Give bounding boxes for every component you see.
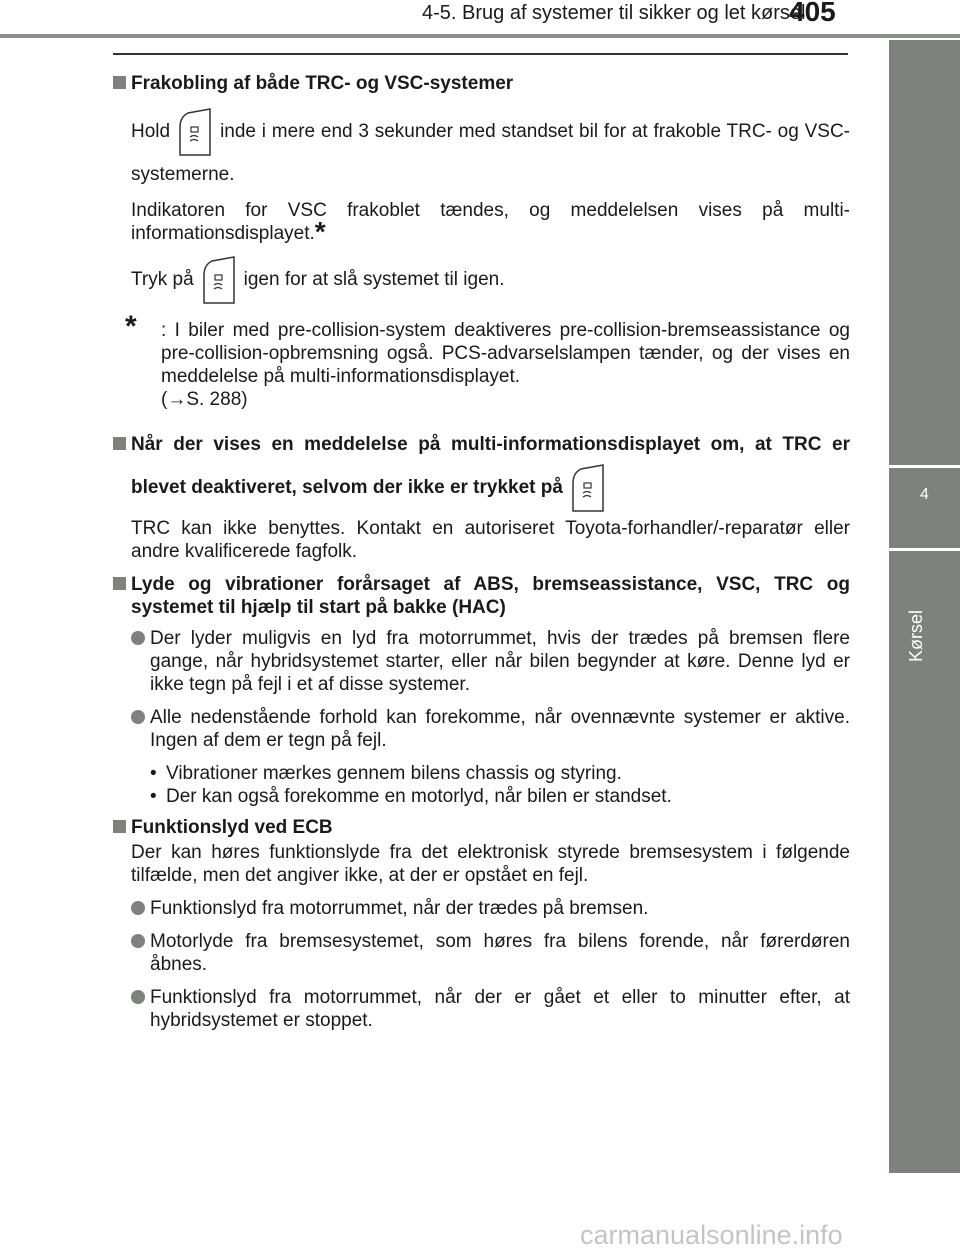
bullet-icon bbox=[131, 901, 145, 915]
side-tab-chapter-box bbox=[889, 468, 960, 548]
paragraph: TRC kan ikke benyttes. Kontakt en autoriseret Toyota-forhandler/-reparatør eller andre kvalificerede fagfolk. bbox=[131, 518, 850, 562]
sub-list-item: • Der kan også forekomme en motorlyd, når bilen er standset. bbox=[150, 786, 672, 807]
section-heading-1: Frakobling af både TRC- og VSC-systemer bbox=[113, 72, 850, 95]
page-content bbox=[113, 64, 850, 1032]
page-number: 405 bbox=[789, 0, 836, 27]
paragraph: Hold inde i mere end 3 sekunder med standset bil for at frakoble TRC- og VSC-systemerne. bbox=[131, 107, 850, 193]
list-item: Der lyder muligvis en lyd fra motorrummet, hvis der trædes på bremsen flere gange, når hybridsystemet starter, eller når bilen begynder at køre. Denne lyd er ikke tegn på fejl i et af disse systemer. bbox=[131, 627, 850, 696]
content-top-divider bbox=[113, 53, 848, 55]
watermark: carmanualsonline.info bbox=[580, 1220, 843, 1250]
section-heading-2: Når der vises en meddelelse på multi-informationsdisplayet om, at TRC er blevet deaktiveret, selvom der ikke er trykket på bbox=[113, 427, 850, 513]
section-marker-icon bbox=[113, 820, 126, 833]
section-heading-3: Lyde og vibrationer forårsaget af ABS, bremseassistance, VSC, TRC og systemet til hjælp til start på bakke (HAC) bbox=[113, 573, 850, 619]
bullet-icon bbox=[131, 990, 145, 1004]
chapter-number: 4 bbox=[920, 486, 929, 503]
bullet-icon bbox=[131, 934, 145, 948]
side-tab-upper bbox=[889, 40, 960, 465]
list-item: Funktionslyd fra motorrummet, når der trædes på bremsen. bbox=[131, 897, 850, 920]
section-heading-4: Funktionslyd ved ECB bbox=[113, 816, 850, 839]
bullet-icon bbox=[131, 710, 145, 724]
paragraph: Der kan høres funktionslyde fra det elektronisk styrede bremsesystem i følgende tilfælde, men det angiver ikke, at der er opstået en fejl. bbox=[131, 842, 850, 886]
footnote: * : I biler med pre-collision-system deaktiveres pre-collision-bremseassistance og pre-collision-opbremsning også. PCS-advarselslampen tænder, og der vises en meddelelse på multi-informationsdisplayet. (→S. 288) bbox=[125, 310, 850, 410]
sub-list-item: • Vibrationer mærkes gennem bilens chassis og styring. bbox=[150, 763, 622, 784]
section-marker-icon bbox=[113, 437, 126, 450]
paragraph: Indikatoren for VSC frakoblet tændes, og meddelelsen vises på multi-informationsdisplayet.* bbox=[131, 200, 850, 247]
header-divider bbox=[0, 34, 960, 38]
vsc-off-button-icon bbox=[200, 255, 238, 305]
section-marker-icon bbox=[113, 76, 126, 89]
vsc-off-button-icon bbox=[569, 463, 607, 513]
section-header-title: 4-5. Brug af systemer til sikker og let kørsel bbox=[422, 2, 806, 24]
section-marker-icon bbox=[113, 577, 126, 590]
list-item: Funktionslyd fra motorrummet, når der er gået et eller to minutter efter, at hybridsystemet er stoppet. bbox=[131, 986, 850, 1032]
chapter-name: Kørsel bbox=[906, 610, 926, 663]
list-item: Motorlyde fra bremsesystemet, som høres fra bilens forende, når førerdøren åbnes. bbox=[131, 930, 850, 976]
paragraph: Tryk på igen for at slå systemet til igen. bbox=[131, 255, 850, 305]
vsc-off-button-icon bbox=[176, 107, 214, 157]
bullet-icon bbox=[131, 631, 145, 645]
list-item: Alle nedenstående forhold kan forekomme, når ovennævnte systemer er aktive. Ingen af dem er tegn på fejl. bbox=[131, 706, 850, 752]
